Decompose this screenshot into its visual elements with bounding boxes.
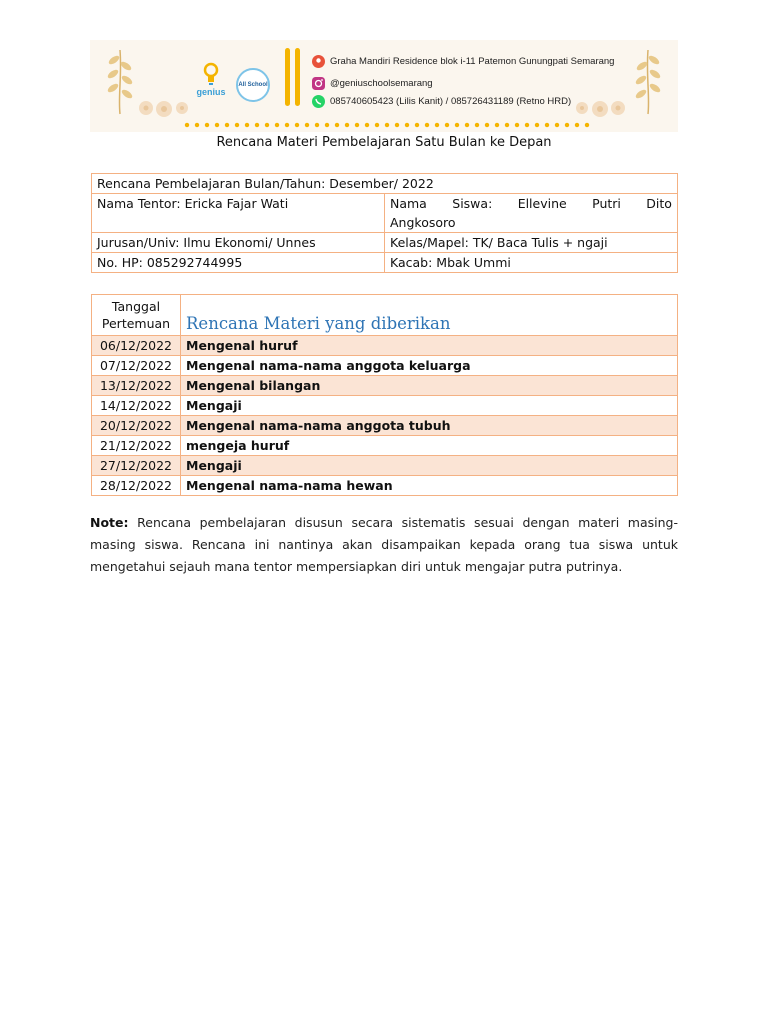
table-row [92,336,678,356]
meeting-topic: Mengenal nama-nama anggota keluarga [181,356,678,376]
meeting-date: 14/12/2022 [92,396,181,416]
meeting-date: 13/12/2022 [92,376,181,396]
divider-bar [285,48,290,106]
info-table [91,173,678,273]
student-label-word: Siswa: [452,196,493,211]
table-row [92,253,678,273]
lightbulb-icon [203,62,219,86]
meeting-topic: Mengenal nama-nama anggota tubuh [181,416,678,436]
phone-cell: No. HP: 085292744995 [92,253,385,273]
meeting-date: 28/12/2022 [92,476,181,496]
date-header-line: Pertemuan [101,316,171,331]
round-logo-text: All School [238,82,268,88]
logo-wordmark: genius [196,87,226,97]
table-row [92,233,678,253]
letterhead-banner [90,40,678,132]
lesson-plan-table [91,294,678,496]
instagram-handle: @geniuschoolsemarang [330,77,433,89]
phone-numbers: 085740605423 (Lilis Kanit) / 085726431189 (Retno HRD) [330,95,572,107]
instagram-line [312,76,433,90]
table-row [92,194,678,233]
laurel-wreath-icon [628,46,668,116]
table-row [92,356,678,376]
student-name-word: Ellevine [517,196,567,211]
class-subject-cell: Kelas/Mapel: TK/ Baca Tulis + ngaji [385,233,678,253]
note-text: Rencana pembelajaran disusun secara sistematis sesuai dengan materi masing-masing siswa. Rencana ini nantinya akan disampaikan kepada orang tua siswa untuk mengetahui sejauh mana tentor mempersiapkan diri untuk mengajar putra putrinya. [90,515,678,574]
whatsapp-icon [312,95,325,108]
meeting-date: 07/12/2022 [92,356,181,376]
divider-bar [295,48,300,106]
tutor-cell: Nama Tentor: Ericka Fajar Wati [92,194,385,233]
date-header-line: Tanggal [111,299,161,314]
address-line [312,54,614,68]
meeting-date: 21/12/2022 [92,436,181,456]
table-header-row [92,295,678,336]
table-row [92,456,678,476]
document-title: Rencana Materi Pembelajaran Satu Bulan ke Depan [216,135,552,150]
meeting-topic: Mengaji [181,396,678,416]
table-row [92,376,678,396]
school-round-logo [236,68,270,102]
student-name-line [390,194,672,213]
genius-logo [194,62,228,106]
meeting-date: 06/12/2022 [92,336,181,356]
meeting-topic: mengeja huruf [181,436,678,456]
note-label: Note: [90,515,129,530]
student-name-word: Putri [592,196,621,211]
month-year-cell: Rencana Pembelajaran Bulan/Tahun: Desember/ 2022 [92,174,678,194]
meeting-date: 20/12/2022 [92,416,181,436]
note-paragraph [90,512,678,578]
student-cell [385,194,678,233]
student-label-word: Nama [390,196,427,211]
flower-cluster-icon [570,96,630,118]
major-cell: Jurusan/Univ: Ilmu Ekonomi/ Unnes [92,233,385,253]
branch-head-cell: Kacab: Mbak Ummi [385,253,678,273]
laurel-wreath-icon [100,46,140,116]
phone-line [312,94,571,108]
meeting-date: 27/12/2022 [92,456,181,476]
material-column-header: Rencana Materi yang diberikan [181,295,678,336]
table-row [92,396,678,416]
location-pin-icon [312,55,325,68]
student-name-word: Dito [646,196,672,211]
address-text: Graha Mandiri Residence blok i-11 Patemon Gunungpati Semarang [330,55,615,67]
table-row [92,436,678,456]
table-row [92,174,678,194]
table-row [92,476,678,496]
date-column-header [92,295,181,336]
meeting-topic: Mengaji [181,456,678,476]
student-name-continued: Angkosoro [390,215,456,230]
table-row [92,416,678,436]
meeting-topic: Mengenal nama-nama hewan [181,476,678,496]
dotted-divider [182,122,594,128]
meeting-topic: Mengenal huruf [181,336,678,356]
flower-cluster-icon [136,96,196,118]
meeting-topic: Mengenal bilangan [181,376,678,396]
instagram-icon [312,77,325,90]
